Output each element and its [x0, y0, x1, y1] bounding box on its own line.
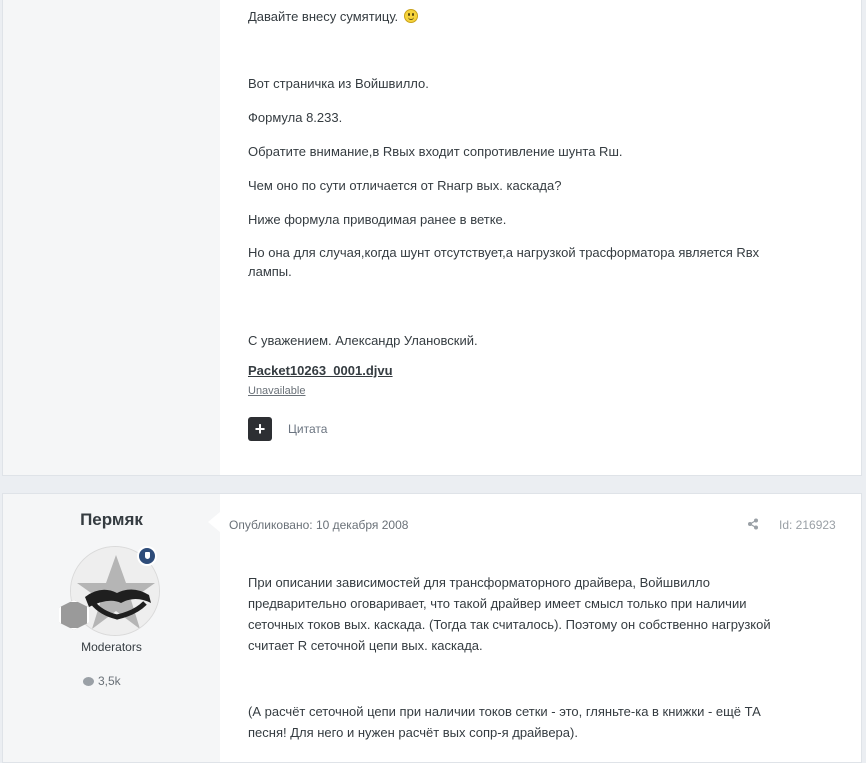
post-text-line: считает R сеточной цепи вых. каскада. [248, 638, 483, 653]
member-group: Moderators [81, 640, 142, 654]
post-text-line: сеточных токов вых. каскада. (Тогда так считалось). Поэтому он собственно нагрузкой [248, 617, 771, 632]
multiquote-plus-button[interactable]: + [248, 417, 272, 441]
smiley-icon [404, 9, 418, 23]
post-text-line: (А расчёт сеточной цепи при наличии токов сетки - это, гляньте-ка в книжки - ещё ТА [248, 704, 761, 719]
moderator-shield-icon [137, 546, 157, 566]
author-column [3, 0, 220, 475]
attachment-link[interactable]: Packet10263_0001.djvu [248, 363, 393, 378]
post-id: Id: 216923 [779, 518, 836, 532]
post-text-line: предварительно оговаривает, что такой драйвер имеет смысл только при наличии [248, 596, 747, 611]
post-date[interactable]: Опубликовано: 10 декабря 2008 [229, 518, 409, 532]
post-text-line: При описании зависимостей для трансформаторного драйвера, Войшвилло [248, 575, 710, 590]
post-arrow [208, 512, 220, 532]
author-name[interactable]: Пермяк [80, 510, 143, 529]
post-text-line: С уважением. Александр Улановский. [248, 333, 478, 348]
post-1 [2, 0, 862, 476]
post-count: 3,5k [83, 674, 121, 688]
post-text-line: Формула 8.233. [248, 110, 343, 125]
post-text-line: Вот страничка из Войшвилло. [248, 76, 429, 91]
post-text-line: Ниже формула приводимая ранее в ветке. [248, 212, 507, 227]
share-icon[interactable] [747, 518, 759, 533]
post-text-line: Обратите внимание,в Rвых входит сопротивление шунта Rш. [248, 144, 623, 159]
post-text-line: Но она для случая,когда шунт отсутствует,а нагрузкой трасформатора является Rвх [248, 245, 760, 260]
attachment-status: Unavailable [248, 385, 306, 397]
post-text-line: песня! Для него и нужен расчёт вых сопр-я драйвера). [248, 725, 578, 740]
quote-button[interactable]: Цитата [288, 422, 328, 436]
comment-icon [83, 677, 94, 686]
post-text-line: Давайте внесу сумятицу. [248, 6, 418, 27]
post-text-line: лампы. [248, 264, 292, 279]
post-text-line: Чем оно по сути отличается от Rнагр вых. каскада? [248, 178, 562, 193]
author-column [3, 494, 220, 762]
post-2 [2, 493, 862, 763]
